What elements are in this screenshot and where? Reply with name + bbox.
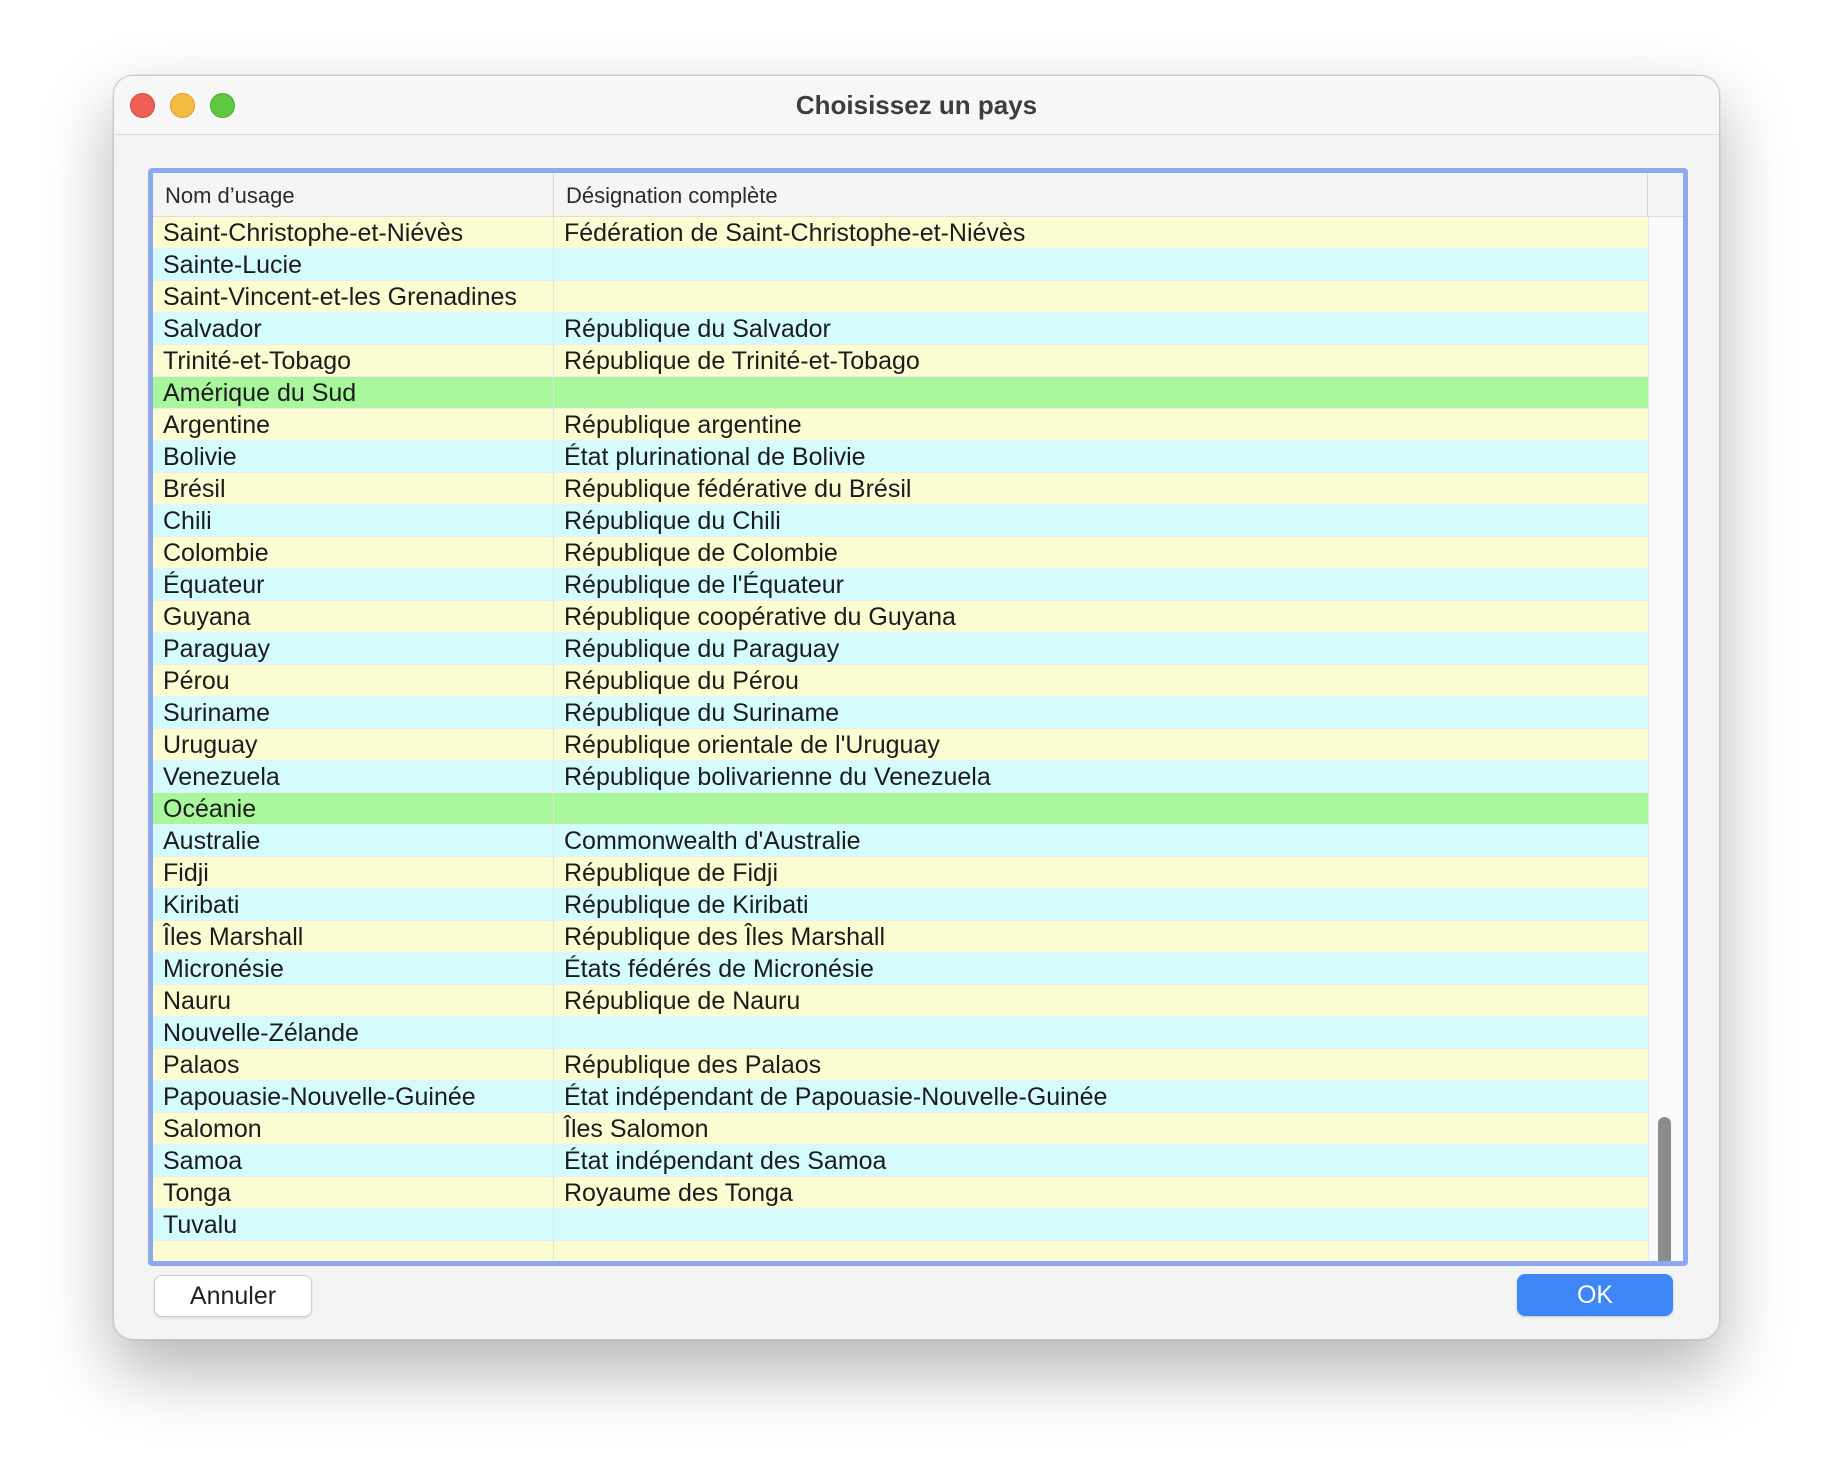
table-row[interactable] xyxy=(153,1081,1648,1113)
table-row[interactable] xyxy=(153,345,1648,377)
usage-name-cell xyxy=(153,1241,554,1266)
table-header xyxy=(153,173,1683,217)
table-row[interactable] xyxy=(153,217,1648,249)
table-row[interactable] xyxy=(153,409,1648,441)
usage-name-cell: Uruguay xyxy=(153,729,554,760)
full-name-cell xyxy=(554,377,1648,408)
window-title: Choisissez un pays xyxy=(795,90,1038,120)
column-header-full-name[interactable]: Désignation complète xyxy=(554,173,1648,216)
full-name-cell: Royaume des Tonga xyxy=(564,1179,793,1207)
full-name-cell: République de Kiribati xyxy=(564,891,809,919)
usage-name-cell: Paraguay xyxy=(153,633,554,664)
table-row[interactable] xyxy=(153,729,1648,761)
vertical-scrollbar[interactable] xyxy=(1648,217,1684,1261)
usage-name-cell: Sainte-Lucie xyxy=(153,249,554,280)
full-name-cell: République du Salvador xyxy=(564,315,831,343)
full-name-cell: État indépendant des Samoa xyxy=(564,1147,887,1175)
table-row[interactable] xyxy=(153,441,1648,473)
full-name-cell xyxy=(554,793,1648,824)
table-row[interactable] xyxy=(153,825,1648,857)
full-name-cell: République de Colombie xyxy=(564,539,838,567)
full-name-cell xyxy=(554,249,1648,280)
full-name-cell: Fédération de Saint-Christophe-et-Niévès xyxy=(564,219,1026,247)
full-name-cell: République du Suriname xyxy=(564,699,840,727)
table-row[interactable] xyxy=(153,921,1648,953)
table-body xyxy=(153,217,1648,1266)
usage-name-cell: Îles Marshall xyxy=(153,921,554,952)
usage-name-cell: Guyana xyxy=(153,601,554,632)
table-row[interactable] xyxy=(153,505,1648,537)
table-row[interactable] xyxy=(153,953,1648,985)
usage-name-cell: Samoa xyxy=(153,1145,554,1176)
full-name-cell: Commonwealth d'Australie xyxy=(564,827,861,855)
usage-name-cell: Papouasie-Nouvelle-Guinée xyxy=(153,1081,554,1112)
full-name-cell: République coopérative du Guyana xyxy=(564,603,956,631)
usage-name-cell: Micronésie xyxy=(153,953,554,984)
usage-name-cell: Colombie xyxy=(153,537,554,568)
scrollbar-thumb[interactable] xyxy=(1658,1117,1671,1266)
usage-name-cell: Brésil xyxy=(153,473,554,504)
table-row[interactable] xyxy=(153,1113,1648,1145)
table-row[interactable] xyxy=(153,889,1648,921)
full-name-cell: République de Nauru xyxy=(564,987,801,1015)
full-name-cell: République fédérative du Brésil xyxy=(564,475,912,503)
table-row[interactable] xyxy=(153,633,1648,665)
title-bar xyxy=(114,76,1719,135)
usage-name-cell: Amérique du Sud xyxy=(153,377,554,408)
full-name-cell xyxy=(554,1209,1648,1240)
table-row[interactable] xyxy=(153,857,1648,889)
usage-name-cell: Nauru xyxy=(153,985,554,1016)
table-row[interactable] xyxy=(153,665,1648,697)
full-name-cell: Îles Salomon xyxy=(564,1115,709,1143)
full-name-cell xyxy=(554,1017,1648,1048)
column-header-usage-name[interactable]: Nom d’usage xyxy=(153,173,554,216)
table-row[interactable] xyxy=(153,249,1648,281)
usage-name-cell: Saint-Christophe-et-Niévès xyxy=(153,217,554,248)
usage-name-cell: Salvador xyxy=(153,313,554,344)
full-name-cell: République des Îles Marshall xyxy=(564,923,886,951)
group-header-row[interactable] xyxy=(153,793,1648,825)
full-name-cell: État indépendant de Papouasie-Nouvelle-Guinée xyxy=(564,1083,1108,1111)
table-row[interactable] xyxy=(153,1145,1648,1177)
usage-name-cell: Salomon xyxy=(153,1113,554,1144)
table-row[interactable] xyxy=(153,985,1648,1017)
full-name-cell: République orientale de l'Uruguay xyxy=(564,731,940,759)
table-row[interactable] xyxy=(153,1017,1648,1049)
full-name-cell: République argentine xyxy=(564,411,802,439)
table-row[interactable] xyxy=(153,313,1648,345)
table-row[interactable] xyxy=(153,761,1648,793)
usage-name-cell: Tonga xyxy=(153,1177,554,1208)
usage-name-cell: Chili xyxy=(153,505,554,536)
full-name-cell xyxy=(554,1241,1648,1266)
full-name-cell: République du Pérou xyxy=(564,667,799,695)
country-table[interactable] xyxy=(148,168,1688,1266)
table-row[interactable] xyxy=(153,537,1648,569)
table-row[interactable] xyxy=(153,281,1648,313)
table-row[interactable] xyxy=(153,1241,1648,1266)
usage-name-cell: Équateur xyxy=(153,569,554,600)
usage-name-cell: Suriname xyxy=(153,697,554,728)
table-row[interactable] xyxy=(153,569,1648,601)
table-row[interactable] xyxy=(153,1177,1648,1209)
full-name-cell: République de Trinité-et-Tobago xyxy=(564,347,920,375)
table-row[interactable] xyxy=(153,473,1648,505)
usage-name-cell: Pérou xyxy=(153,665,554,696)
usage-name-cell: Nouvelle-Zélande xyxy=(153,1017,554,1048)
full-name-cell xyxy=(554,281,1648,312)
table-row[interactable] xyxy=(153,1049,1648,1081)
ok-button[interactable]: OK xyxy=(1517,1274,1673,1316)
cancel-button[interactable]: Annuler xyxy=(154,1275,312,1317)
full-name-cell: République de Fidji xyxy=(564,859,779,887)
usage-name-cell: Palaos xyxy=(153,1049,554,1080)
usage-name-cell: Bolivie xyxy=(153,441,554,472)
group-header-row[interactable] xyxy=(153,377,1648,409)
full-name-cell: République de l'Équateur xyxy=(564,571,844,599)
usage-name-cell: Fidji xyxy=(153,857,554,888)
full-name-cell: République bolivarienne du Venezuela xyxy=(564,763,991,791)
usage-name-cell: Venezuela xyxy=(153,761,554,792)
full-name-cell: État plurinational de Bolivie xyxy=(564,443,866,471)
table-row[interactable] xyxy=(153,1209,1648,1241)
full-name-cell: République du Paraguay xyxy=(564,635,840,663)
table-row[interactable] xyxy=(153,697,1648,729)
full-name-cell: République des Palaos xyxy=(564,1051,822,1079)
usage-name-cell: Australie xyxy=(153,825,554,856)
usage-name-cell: Kiribati xyxy=(153,889,554,920)
usage-name-cell: Saint-Vincent-et-les Grenadines xyxy=(153,281,554,312)
table-row[interactable] xyxy=(153,601,1648,633)
usage-name-cell: Trinité-et-Tobago xyxy=(153,345,554,376)
full-name-cell: République du Chili xyxy=(564,507,781,535)
country-chooser-dialog xyxy=(113,75,1720,1340)
usage-name-cell: Argentine xyxy=(153,409,554,440)
usage-name-cell: Tuvalu xyxy=(153,1209,554,1240)
full-name-cell: États fédérés de Micronésie xyxy=(564,955,874,983)
usage-name-cell: Océanie xyxy=(153,793,554,824)
